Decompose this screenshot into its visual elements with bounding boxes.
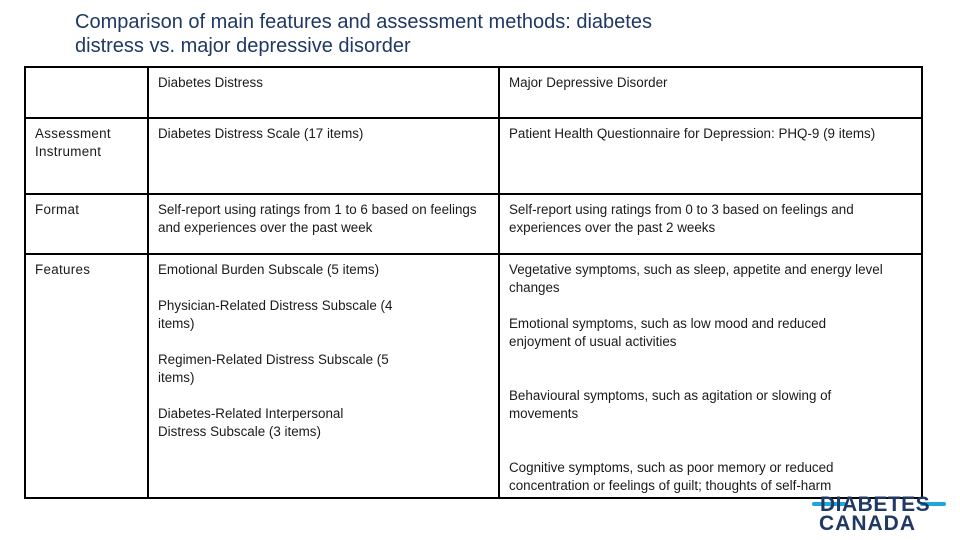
cell-mdd-features <box>499 254 922 498</box>
cell-dd-features <box>148 254 499 498</box>
dd-feature-item: Regimen-Related Distress Subscale (5 items) <box>158 352 389 385</box>
header-cell-major-depressive-disorder: Major Depressive Disorder <box>499 67 922 118</box>
logo-text-canada: CANADA <box>819 512 916 535</box>
dd-feature-item: Diabetes-Related Interpersonal Distress Subscale (3 items) <box>158 406 344 439</box>
dd-feature-item: Physician-Related Distress Subscale (4 items) <box>158 298 393 331</box>
mdd-feature-item: Behavioural symptoms, such as agitation or slowing of movements <box>509 388 832 421</box>
header-cell-diabetes-distress: Diabetes Distress <box>148 67 499 118</box>
cell-mdd-format: Self-report using ratings from 0 to 3 based on feelings and experiences over the past 2 weeks <box>499 194 922 254</box>
cell-dd-instrument: Diabetes Distress Scale (17 items) <box>148 118 499 194</box>
row-label-format: Format <box>25 194 148 254</box>
row-label-features: Features <box>25 254 148 498</box>
row-label-assessment-instrument: Assessment Instrument <box>25 118 148 194</box>
table-row-features <box>25 254 922 498</box>
diabetes-canada-logo <box>812 494 952 534</box>
mdd-feature-item: Emotional symptoms, such as low mood and reduced enjoyment of usual activities <box>509 316 827 349</box>
table-header-row <box>25 67 922 118</box>
table-row-assessment-instrument <box>25 118 922 194</box>
table-row-format <box>25 194 922 254</box>
logo-text-diabetes: DIABETES <box>820 493 931 516</box>
mdd-feature-item: Vegetative symptoms, such as sleep, appetite and energy level changes <box>509 262 883 295</box>
mdd-feature-item: Cognitive symptoms, such as poor memory or reduced concentration or feelings of guilt; thoughts of self-harm <box>509 460 834 493</box>
cell-dd-format: Self-report using ratings from 1 to 6 based on feelings and experiences over the past week <box>148 194 499 254</box>
slide-title <box>75 10 875 58</box>
slide-title-line1: Comparison of main features and assessment methods: diabetes <box>75 11 652 33</box>
header-cell-empty <box>25 67 148 118</box>
slide-title-line2: distress vs. major depressive disorder <box>75 35 411 57</box>
cell-mdd-instrument: Patient Health Questionnaire for Depression: PHQ-9 (9 items) <box>499 118 922 194</box>
comparison-table <box>24 66 923 499</box>
dd-feature-item: Emotional Burden Subscale (5 items) <box>158 262 380 277</box>
